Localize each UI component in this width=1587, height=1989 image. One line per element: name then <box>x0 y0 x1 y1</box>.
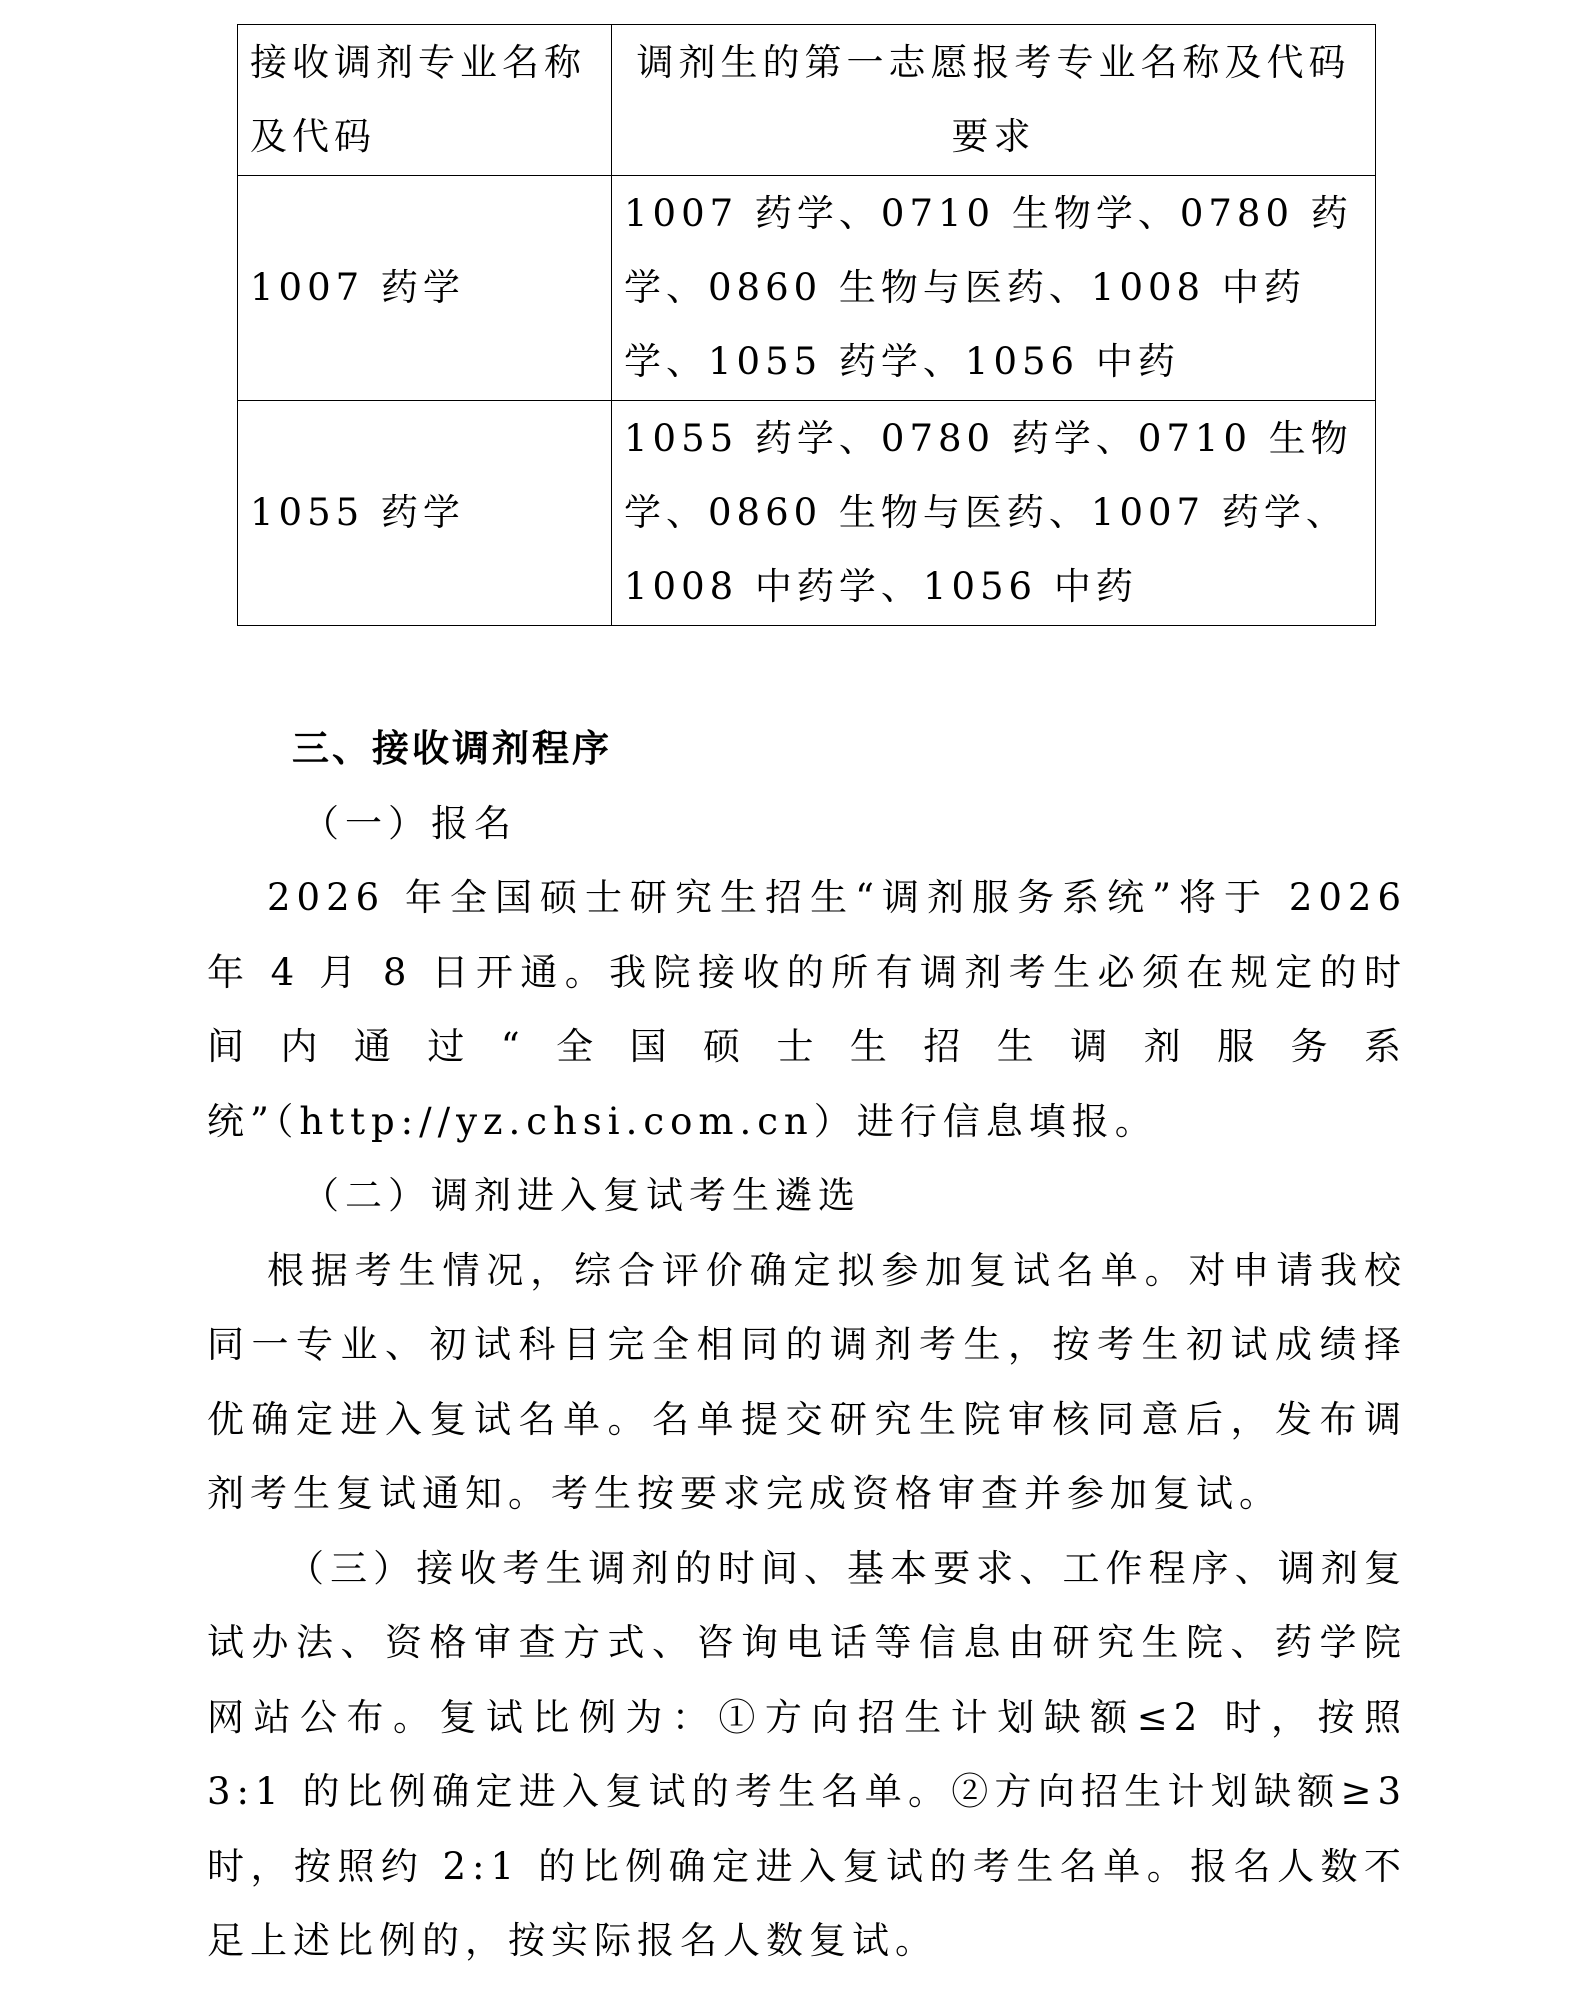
paragraph-selection: 根据考生情况，综合评价确定拟参加复试名单。对申请我校同一专业、初试科目完全相同的调剂考生，按考生初试成绩择优确定进入复试名单。名单提交研究生院审核同意后，发布调剂考生复试通知。考生按要求完成资格审查并参加复试。 <box>207 1248 1407 1515</box>
header-cell-program: 接收调剂专业名称及代码 <box>238 25 612 176</box>
requirements-cell: 1007 药学、0710 生物学、0780 药学、0860 生物与医药、1008 中药学、1055 药学、1056 中药 <box>612 176 1376 401</box>
paragraph-registration: 2026 年全国硕士研究生招生“调剂服务系统”将于 2026 年 4 月 8 日开通。我院接收的所有调剂考生必须在规定的时间内通过“全国硕士生招生调剂服务系统”（http://yz.chsi.com.cn）进行信息填报。 <box>207 876 1407 1143</box>
table-row <box>238 401 1376 626</box>
program-cell: 1055 药学 <box>238 401 612 626</box>
adjustment-table-container <box>237 24 1375 626</box>
table-row <box>238 176 1376 401</box>
adjustment-table <box>237 24 1376 626</box>
subsection-heading-selection: （二）调剂进入复试考生遴选 <box>302 1174 861 1217</box>
program-cell: 1007 药学 <box>238 176 612 401</box>
requirements-cell: 1055 药学、0780 药学、0710 生物学、0860 生物与医药、1007 药学、1008 中药学、1056 中药 <box>612 401 1376 626</box>
header-cell-requirements: 调剂生的第一志愿报考专业名称及代码要求 <box>612 25 1376 176</box>
section-title: 三、接收调剂程序 <box>292 727 612 770</box>
subsection-heading-registration: （一）报名 <box>302 801 517 845</box>
section-body <box>207 712 1407 1979</box>
paragraph-procedure: （三）接收考生调剂的时间、基本要求、工作程序、调剂复试办法、资格审查方式、咨询电话等信息由研究生院、药学院网站公布。复试比例为：①方向招生计划缺额≤2 时，按照 3:1 的比例确定进入复试的考生名单。②方向招生计划缺额≥3 时，按照约 2:1 的比例确定进入复试的考生名单。报名人数不足上述比例的，按实际报名人数复试。 <box>207 1546 1407 1962</box>
table-header-row <box>238 25 1376 176</box>
